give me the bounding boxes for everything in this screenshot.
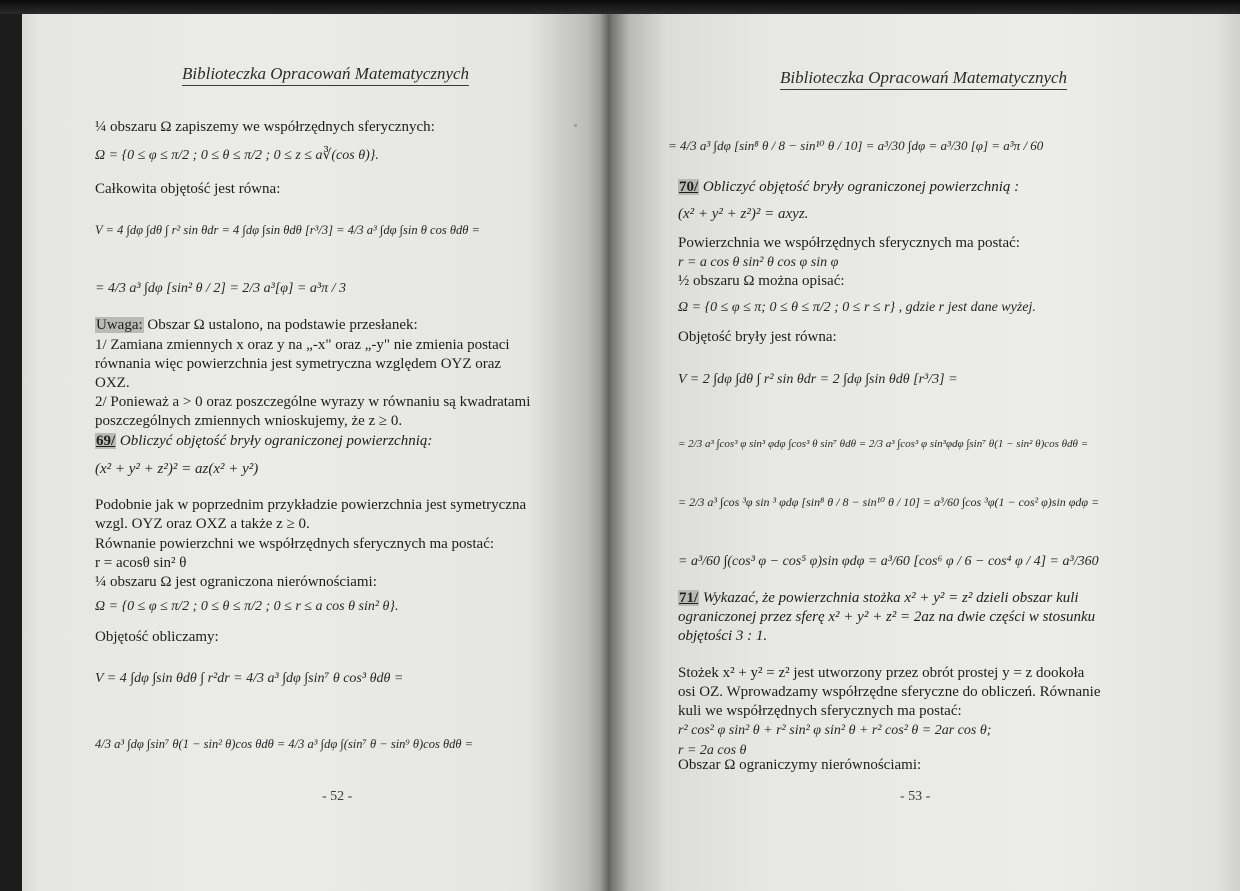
formula: (x² + y² + z²)² = az(x² + y²) — [95, 461, 259, 477]
text-line: ½ obszaru Ω można opisać: — [678, 273, 845, 289]
text-line: Stożek x² + y² = z² jest utworzony przez obrót prostej y = z dookoła — [678, 665, 1085, 681]
text-line: równania więc powierzchnia jest symetryczna względem OYZ oraz — [95, 356, 502, 372]
text-line: objętości 3 : 1. — [678, 628, 768, 644]
uwaga-text: Obszar Ω ustalono, na podstawie przesłanek: — [147, 317, 418, 333]
scan-border — [0, 0, 1240, 14]
scan-speck — [574, 124, 577, 127]
text-line: Całkowita objętość jest równa: — [95, 181, 281, 197]
text-line: ¼ obszaru Ω zapiszemy we współrzędnych sferycznych: — [95, 119, 435, 135]
text-line: 2/ Ponieważ a > 0 oraz poszczególne wyrazy w równaniu są kwadratami — [95, 394, 531, 410]
text-line: Objętość obliczamy: — [95, 629, 219, 645]
text-line: osi OZ. Wprowadzamy współrzędne sferyczne do obliczeń. Równanie — [678, 684, 1101, 700]
left-page — [22, 14, 610, 891]
text-line: wzgl. OYZ oraz OXZ a także z ≥ 0. — [95, 516, 310, 532]
formula: 4/3 a³ ∫dφ ∫sin⁷ θ(1 − sin² θ)cos θdθ = 4/3 a³ ∫dφ ∫(sin⁷ θ − sin⁹ θ)cos θdθ = — [95, 737, 474, 751]
formula: r² cos² φ sin² θ + r² sin² φ sin² θ + r² cos² θ = 2ar cos θ; — [678, 723, 992, 738]
formula: Ω = {0 ≤ φ ≤ π/2 ; 0 ≤ θ ≤ π/2 ; 0 ≤ r ≤ a cos θ sin² θ}. — [95, 599, 399, 614]
page-number: - 53 - — [900, 789, 931, 804]
text-line: Objętość bryły jest równa: — [678, 329, 837, 345]
formula: V = 2 ∫dφ ∫dθ ∫ r² sin θdr = 2 ∫dφ ∫sin θdθ [r³/3] = — [678, 372, 958, 387]
formula: Ω = {0 ≤ φ ≤ π/2 ; 0 ≤ θ ≤ π/2 ; 0 ≤ z ≤ a∛(cos θ)}. — [95, 148, 379, 163]
problem-heading — [95, 432, 432, 450]
text-line: Równanie powierzchni we współrzędnych sferycznych ma postać: — [95, 536, 495, 552]
text-line: ¼ obszaru Ω jest ograniczona nierównościami: — [95, 574, 377, 590]
problem-number: 70/ — [679, 179, 699, 195]
text-line: 1/ Zamiana zmiennych x oraz y na „-x" oraz „-y" nie zmienia postaci — [95, 337, 510, 353]
text-line: Powierzchnia we współrzędnych sferycznych ma postać: — [678, 235, 1020, 251]
text-line: poszczególnych zmiennych wnioskujemy, że z ≥ 0. — [95, 413, 403, 429]
formula: = 4/3 a³ ∫dφ [sin² θ / 2] = 2/3 a³[φ] = a³π / 3 — [95, 281, 347, 296]
formula: = a³/60 ∫(cos³ φ − cos⁵ φ)sin φdφ = a³/60 [cos⁶ φ / 6 − cos⁴ φ / 4] = a³/360 — [678, 554, 1099, 569]
problem-number: 71/ — [679, 590, 699, 606]
problem-statement: Obliczyć objętość bryły ograniczonej powierzchnią : — [702, 179, 1020, 195]
text-line: ograniczonej przez sferę x² + y² + z² = 2az na dwie części w stosunku — [678, 609, 1096, 625]
right-page — [610, 14, 1240, 891]
text-line — [95, 316, 418, 334]
text-line: kuli we współrzędnych sferycznych ma postać: — [678, 703, 962, 719]
formula: r = 2a cos θ — [678, 743, 747, 758]
problem-number: 69/ — [96, 433, 116, 449]
text-line: OXZ. — [95, 375, 130, 391]
text-line: Obszar Ω ograniczymy nierównościami: — [678, 757, 922, 773]
formula: = 2/3 a³ ∫cos ³φ sin ³ φdφ [sin⁸ θ / 8 − sin¹⁰ θ / 10] = a³/60 ∫cos ³φ(1 − cos² φ)sin φdφ = — [678, 495, 1100, 509]
formula: (x² + y² + z²)² = axyz. — [678, 206, 809, 222]
running-header: Biblioteczka Opracowań Matematycznych — [780, 68, 1067, 90]
problem-statement: Obliczyć objętość bryły ograniczonej powierzchnią: — [119, 433, 433, 449]
text-line: Podobnie jak w poprzednim przykładzie powierzchnia jest symetryczna — [95, 497, 527, 513]
formula: V = 4 ∫dφ ∫sin θdθ ∫ r²dr = 4/3 a³ ∫dφ ∫sin⁷ θ cos³ θdθ = — [95, 671, 404, 686]
uwaga-label: Uwaga: — [96, 317, 143, 333]
formula: = 2/3 a³ ∫cos³ φ sin³ φdφ ∫cos³ θ sin⁷ θdθ = 2/3 a³ ∫cos³ φ sin³φdφ ∫sin⁷ θ(1 − sin² θ)cos θdθ = — [678, 438, 1089, 450]
formula: = 4/3 a³ ∫dφ [sin⁸ θ / 8 − sin¹⁰ θ / 10] = a³/30 ∫dφ = a³/30 [φ] = a³π / 60 — [668, 138, 1044, 153]
problem-statement: Wykazać, że powierzchnia stożka x² + y² = z² dzieli obszar kuli — [702, 590, 1079, 606]
formula: r = a cos θ sin² θ cos φ sin φ — [678, 255, 839, 270]
formula: Ω = {0 ≤ φ ≤ π; 0 ≤ θ ≤ π/2 ; 0 ≤ r ≤ r} , gdzie r jest dane wyżej. — [678, 300, 1036, 315]
problem-heading — [678, 589, 1079, 607]
text-line: r = acosθ sin² θ — [95, 555, 187, 571]
page-number: - 52 - — [322, 789, 353, 804]
problem-heading — [678, 178, 1019, 196]
formula: V = 4 ∫dφ ∫dθ ∫ r² sin θdr = 4 ∫dφ ∫sin θdθ [r³/3] = 4/3 a³ ∫dφ ∫sin θ cos θdθ = — [95, 223, 480, 237]
running-header: Biblioteczka Opracowań Matematycznych — [182, 64, 469, 86]
